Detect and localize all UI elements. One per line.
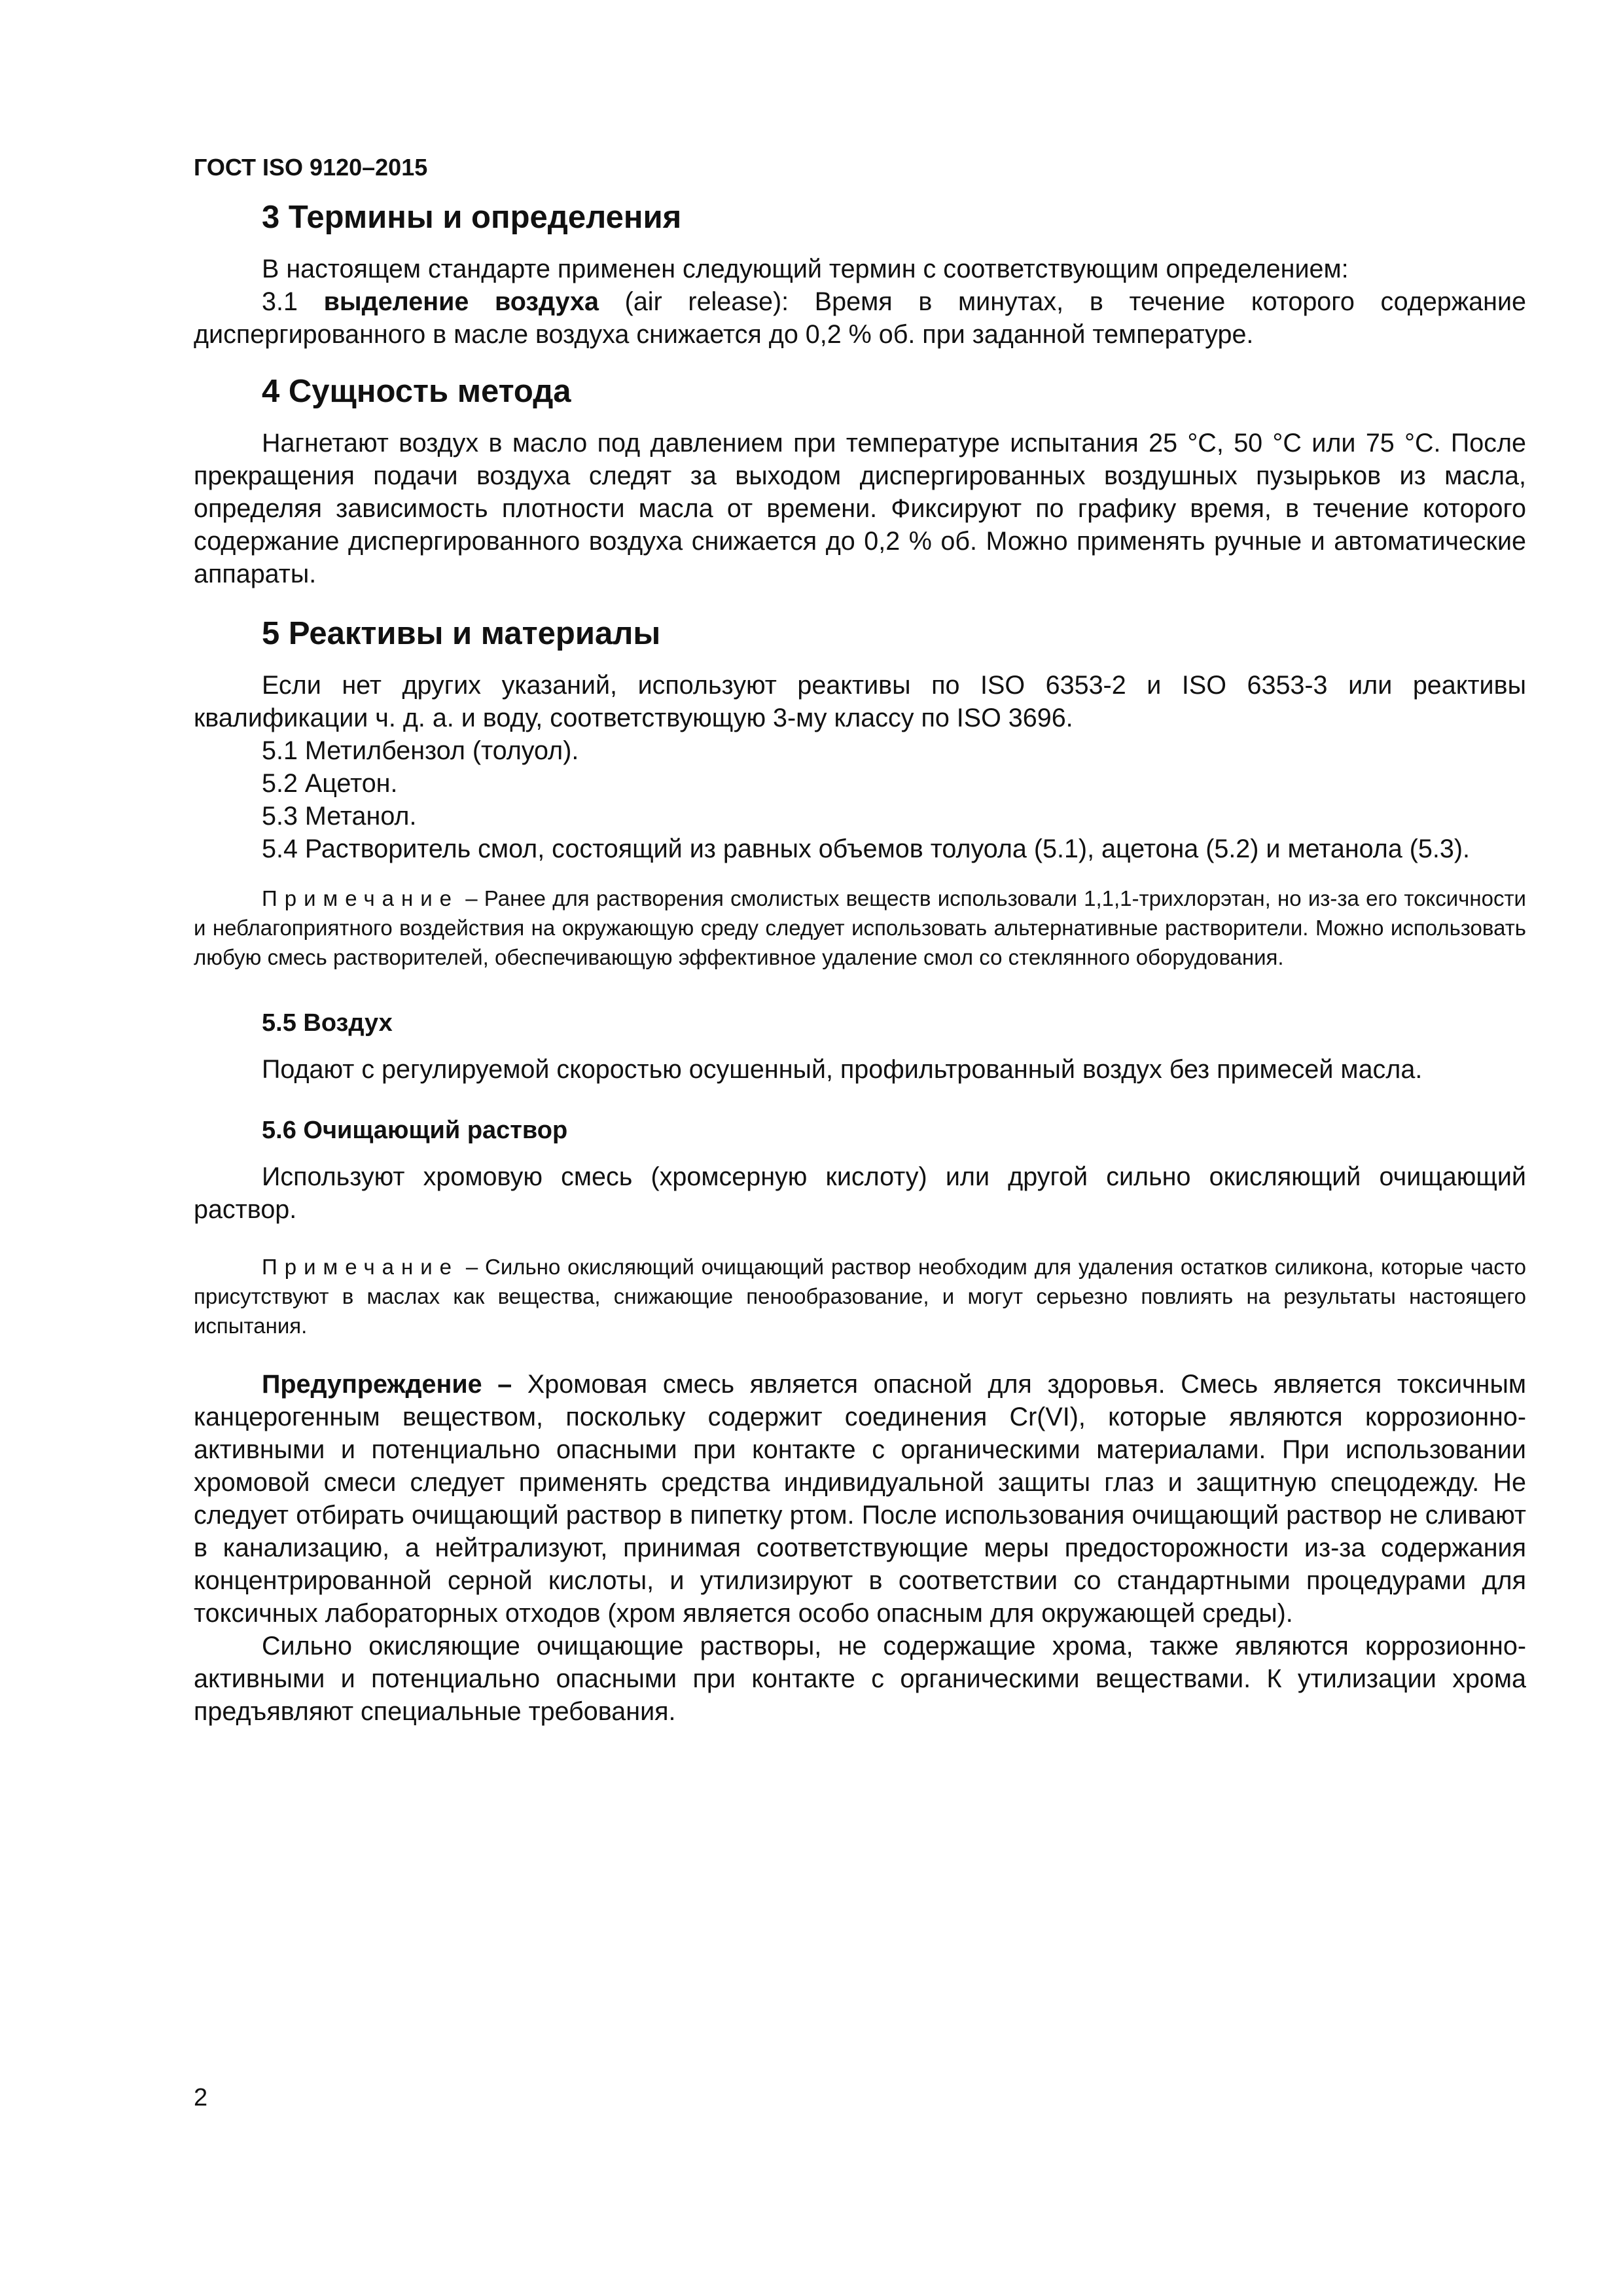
document-body	[194, 196, 1526, 1728]
section-5-intro: Если нет других указаний, используют реактивы по ISO 6353-2 и ISO 6353-3 или реактивы квалификации ч. д. а. и воду, соответствующую 3-му классу по ISO 3696.	[194, 671, 1526, 732]
list-item-5-1: 5.1 Метилбензол (толуол).	[262, 736, 579, 765]
section-3-intro: В настоящем стандарте применен следующий термин с соответствующим определением:	[262, 255, 1349, 283]
definition-3-1	[194, 285, 1526, 351]
list-item-5-3: 5.3 Метанол.	[262, 802, 417, 831]
definition-number: 3.1	[262, 287, 324, 316]
section-5-heading: 5 Реактивы и материалы	[262, 616, 661, 651]
list-item-5-4: 5.4 Растворитель смол, состоящий из равных объемов толуола (5.1), ацетона (5.2) и метанола (5.3).	[262, 834, 1470, 863]
section-4-heading: 4 Сущность метода	[262, 374, 571, 409]
note-1	[194, 884, 1526, 972]
section-4-text: Нагнетают воздух в масло под давлением при температуре испытания 25 °С, 50 °С или 75 °С. После прекращения подачи воздуха следят за выходом диспергированных воздушных пузырьков из масла, определяя зависимость плотности масла от времени. Фиксируют по графику время, в течение которого содержание диспергированного воздуха снижается до 0,2 % об. Можно применять ручные и автоматические аппараты.	[194, 429, 1526, 588]
note-1-label: Примечание	[262, 886, 459, 910]
subsection-5-6-heading: 5.6 Очищающий раствор	[262, 1117, 568, 1144]
document-header: ГОСТ ISO 9120–2015	[194, 154, 428, 181]
definition-term: выделение воздуха	[323, 287, 599, 316]
note-2-label: Примечание	[262, 1255, 459, 1279]
note-2	[194, 1252, 1526, 1340]
warning-label: Предупреждение –	[262, 1370, 512, 1399]
definition-text: (air release): Время в минутах, в течение которого содержание диспергированного в масле воздуха снижается до 0,2 % об. при заданной температуре.	[194, 287, 1526, 349]
subsection-5-5-text: Подают с регулируемой скоростью осушенный, профильтрованный воздух без примесей масла.	[262, 1055, 1423, 1084]
warning-text: Хромовая смесь является опасной для здоровья. Смесь является токсичным канцерогенным веществом, поскольку содержит соединения Cr(VI), которые являются коррозионно-активными и потенциально опасными при контакте с органическими материалами. При использовании хромовой смеси следует применять средства индивидуальной защиты глаз и защитную спецодежду. Не следует отбирать очищающий раствор в пипетку ртом. После использования очищающий раствор не сливают в канализацию, а нейтрализуют, принимая соответствующие меры предосторожности из-за содержания концентрированной серной кислоты, и утилизируют в соответствии со стандартными процедурами для токсичных лабораторных отходов (хром является особо опасным для окружающей среды).	[194, 1370, 1526, 1628]
subsection-5-5-heading: 5.5 Воздух	[262, 1009, 393, 1037]
warning-paragraph	[194, 1368, 1526, 1630]
note-1-text: – Ранее для растворения смолистых веществ использовали 1,1,1-трихлорэтан, но из-за его токсичности и неблагоприятного воздействия на окружающую среду следует использовать альтернативные растворители. Можно использовать любую смесь растворителей, обеспечивающую эффективное удаление смол со стеклянного оборудования.	[194, 886, 1526, 969]
section-3-heading: 3 Термины и определения	[262, 200, 682, 235]
page-number: 2	[194, 2084, 208, 2111]
subsection-5-6-text: Используют хромовую смесь (хромсерную кислоту) или другой сильно окисляющий очищающий раствор.	[194, 1162, 1526, 1224]
list-item-5-2: 5.2 Ацетон.	[262, 769, 398, 798]
closing-paragraph: Сильно окисляющие очищающие растворы, не содержащие хрома, также являются коррозионно-активными и потенциально опасными при контакте с органическими веществами. К утилизации хрома предъявляют специальные требования.	[194, 1632, 1526, 1726]
note-2-text: – Сильно окисляющий очищающий раствор необходим для удаления остатков силикона, которые часто присутствуют в маслах как вещества, снижающие пенообразование, и могут серьезно повлиять на результаты настоящего испытания.	[194, 1255, 1526, 1338]
